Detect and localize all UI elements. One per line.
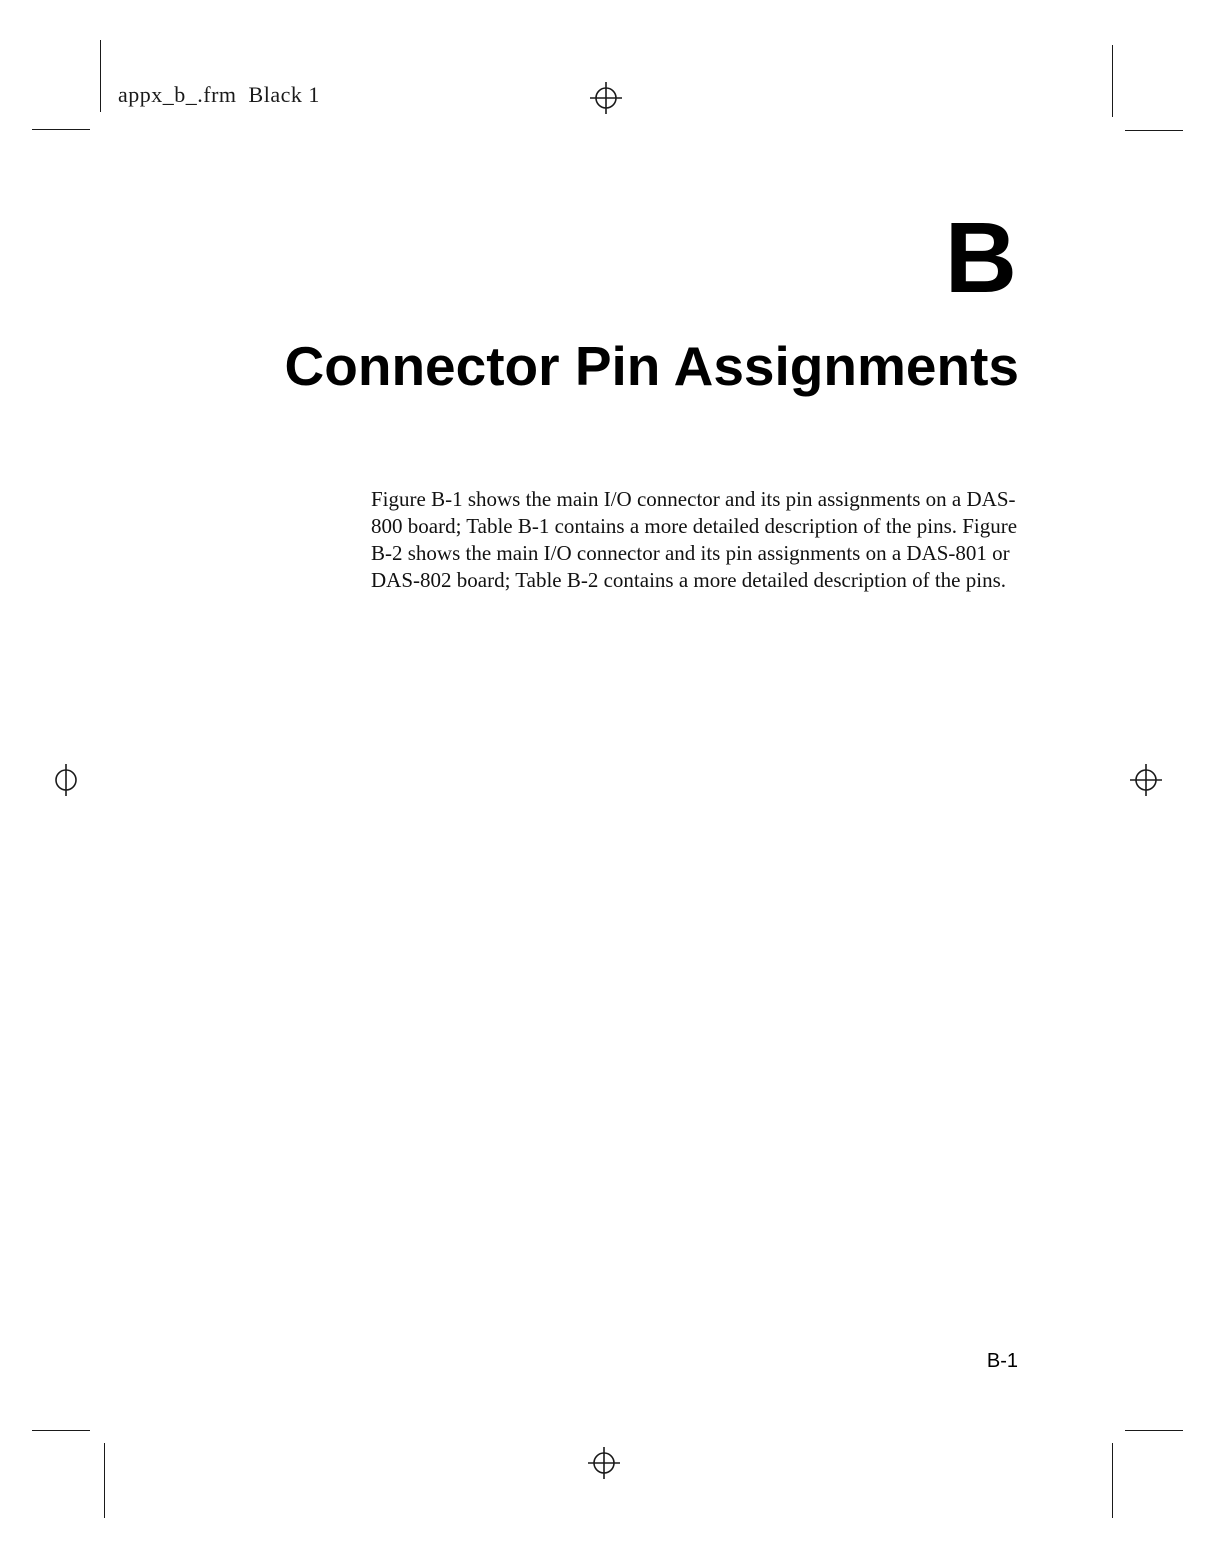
body-paragraph: Figure B-1 shows the main I/O connector and its pin assignments on a DAS-800 board; Table B-1 contains a more detailed description of the pins. Figure B-2 shows the main I/O connector and its pin assignments on a DAS-801 or DAS-802 board; Table B-2 contains a more detailed description of the pins. (371, 487, 1018, 592)
chapter-letter: B (944, 202, 1017, 314)
slug-color-plate: Black 1 (248, 82, 320, 107)
slug-line (118, 82, 320, 108)
registration-mark-icon (584, 1443, 624, 1483)
crop-mark-top-right-vertical (1112, 45, 1113, 117)
chapter-title: Connector Pin Assignments (284, 335, 1019, 397)
crop-mark-top-left-vertical (100, 40, 101, 112)
crop-mark-top-left-horizontal (32, 129, 90, 130)
crop-mark-bottom-left-vertical (104, 1443, 105, 1518)
registration-mark-icon (46, 760, 86, 800)
page-number: B-1 (986, 1350, 1018, 1372)
registration-mark-icon (586, 78, 626, 118)
slug-filename: appx_b_.frm (118, 82, 237, 107)
crop-mark-bottom-left-horizontal (32, 1430, 90, 1431)
crop-mark-top-right-horizontal (1125, 130, 1183, 131)
crop-mark-bottom-right-vertical (1112, 1443, 1113, 1518)
crop-mark-bottom-right-horizontal (1125, 1430, 1183, 1431)
registration-mark-icon (1126, 760, 1166, 800)
